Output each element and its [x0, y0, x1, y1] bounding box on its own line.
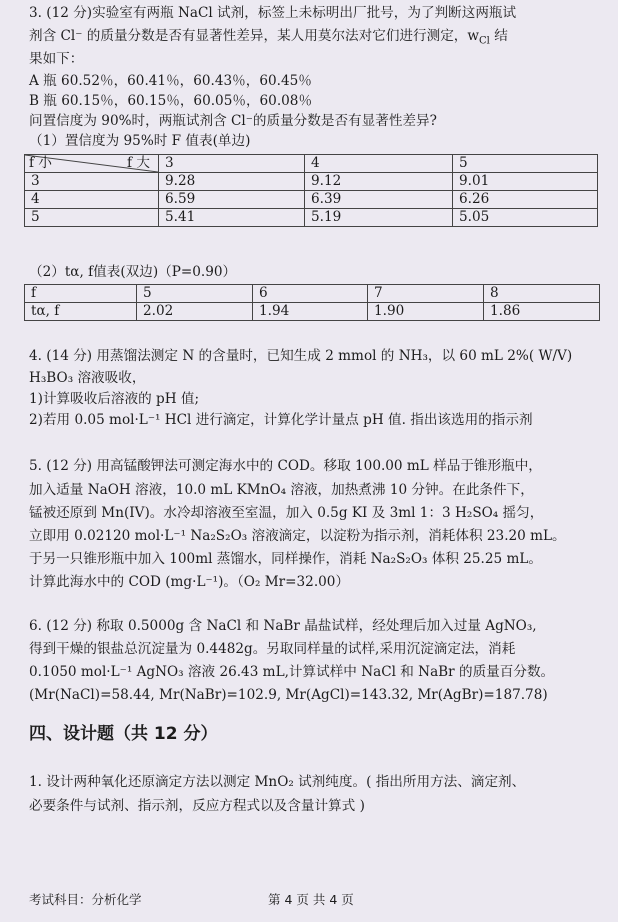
footer-subject: 考试科目：分析化学 — [29, 892, 142, 907]
row-label: 4 — [25, 191, 159, 209]
table-cell: 6.39 — [305, 191, 453, 209]
header-cell: 5 — [453, 155, 598, 173]
q3-line-2: 剂含 Cl⁻ 的质量分数是否有显著性差异，某人用莫尔法对它们进行测定，$w_{Cl}$ 结 — [29, 28, 508, 47]
table-cell: f — [25, 285, 137, 303]
corner-cell: f 小 f 大 — [25, 155, 159, 173]
table-cell: 2.02 — [137, 303, 253, 321]
q4-line-4: 2)若用 0.05 mol·L⁻¹ HCl 进行滴定，计算化学计量点 pH 值. 指出该选用的指示剂 — [29, 412, 533, 428]
t-value-table — [24, 284, 600, 321]
q5-line-5: 于另一只锥形瓶中加入 100ml 蒸馏水，同样操作，消耗 Na₂S₂O₃ 体积 25.25 mL。 — [29, 551, 542, 567]
table-cell: 7 — [368, 285, 484, 303]
table-cell: 5.41 — [159, 209, 305, 227]
table-cell: 5 — [137, 285, 253, 303]
design-line-2: 必要条件与试剂、指示剂，反应方程式以及含量计算式 ) — [29, 798, 365, 814]
table-row — [25, 173, 598, 191]
q4-line-1: 4. (14 分) 用蒸馏法测定 N 的含量时，已知生成 2 mmol 的 NH₃，以 60 mL 2%( W/V) — [29, 348, 573, 364]
q3-line-3: 果如下： — [29, 51, 84, 67]
q5-line-2: 加入适量 NaOH 溶液，10.0 mL KMnO₄ 溶液，加热煮沸 10 分钟。在此条件下， — [29, 482, 534, 498]
table-cell: 1.94 — [253, 303, 368, 321]
footer-page-number: 第 4 页 共 4 页 — [268, 892, 354, 907]
table-cell: 9.28 — [159, 173, 305, 191]
table-cell: 6 — [253, 285, 368, 303]
design-line-1: 1. 设计两种氧化还原滴定方法以测定 MnO₂ 试剂纯度。( 指出所用方法、滴定剂、 — [29, 774, 526, 790]
q3-ftable-title: （1）置信度为 95%时 F 值表(单边) — [29, 133, 251, 149]
table-cell: 9.01 — [453, 173, 598, 191]
q6-line-4: (Mr(NaCl)=58.44, Mr(NaBr)=102.9, Mr(AgCl)=143.32, Mr(AgBr)=187.78) — [29, 687, 548, 703]
header-cell: 4 — [305, 155, 453, 173]
q5-line-3: 锰被还原到 Mn(IV)。水冷却溶液至室温，加入 0.5g KI 及 3ml 1：3 H₂SO₄ 摇匀， — [29, 505, 544, 521]
q5-line-4: 立即用 0.02120 mol·L⁻¹ Na₂S₂O₃ 溶液滴定，以淀粉为指示剂，消耗体积 23.20 mL。 — [29, 528, 566, 544]
q3-bottle-b: B 瓶 60.15％，60.15％，60.05％，60.08％ — [29, 93, 313, 109]
table-cell: 9.12 — [305, 173, 453, 191]
q6-line-1: 6. (12 分) 称取 0.5000g 含 NaCl 和 NaBr 晶盐试样，经处理后加入过量 AgNO₃, — [29, 618, 537, 634]
table-cell: 1.86 — [484, 303, 600, 321]
q6-line-3: 0.1050 mol·L⁻¹ AgNO₃ 溶液 26.43 mL,计算试样中 NaCl 和 NaBr 的质量百分数。 — [29, 664, 555, 680]
table-row — [25, 303, 600, 321]
table-row — [25, 191, 598, 209]
table-cell: 6.26 — [453, 191, 598, 209]
header-cell: 3 — [159, 155, 305, 173]
row-label: 5 — [25, 209, 159, 227]
table-row — [25, 285, 600, 303]
f-value-table — [24, 154, 598, 227]
row-label: 3 — [25, 173, 159, 191]
q4-line-2: H₃BO₃ 溶液吸收， — [29, 370, 146, 386]
table-cell: 5.05 — [453, 209, 598, 227]
table-cell: 1.90 — [368, 303, 484, 321]
q3-ttable-title: （2）tα, f值表(双边)（P=0.90） — [29, 264, 237, 280]
q5-line-1: 5. (12 分) 用高锰酸钾法可测定海水中的 COD。移取 100.00 mL 样品于锥形瓶中， — [29, 458, 542, 474]
q5-line-6: 计算此海水中的 COD (mg·L⁻¹)。（O₂ Mr=32.00） — [29, 574, 350, 590]
section-heading: 四、设计题（共 12 分） — [29, 724, 218, 744]
table-cell: 8 — [484, 285, 600, 303]
q3-bottle-a: A 瓶 60.52％，60.41％，60.43％，60.45％ — [29, 73, 312, 89]
table-row — [25, 209, 598, 227]
q4-line-3: 1)计算吸收后溶液的 pH 值; — [29, 391, 200, 407]
q3-line-1: 3. (12 分)实验室有两瓶 NaCl 试剂，标签上未标明出厂批号，为了判断这两瓶试 — [29, 5, 517, 21]
q6-line-2: 得到干燥的银盐总沉淀量为 0.4482g。另取同样量的试样,采用沉淀滴定法，消耗 — [29, 641, 516, 657]
table-row — [25, 155, 598, 173]
table-cell: 5.19 — [305, 209, 453, 227]
table-cell: tα, f — [25, 303, 137, 321]
table-cell: 6.59 — [159, 191, 305, 209]
q3-question: 问置信度为 90%时，两瓶试剂含 Cl⁻的质量分数是否有显著性差异? — [29, 113, 437, 129]
